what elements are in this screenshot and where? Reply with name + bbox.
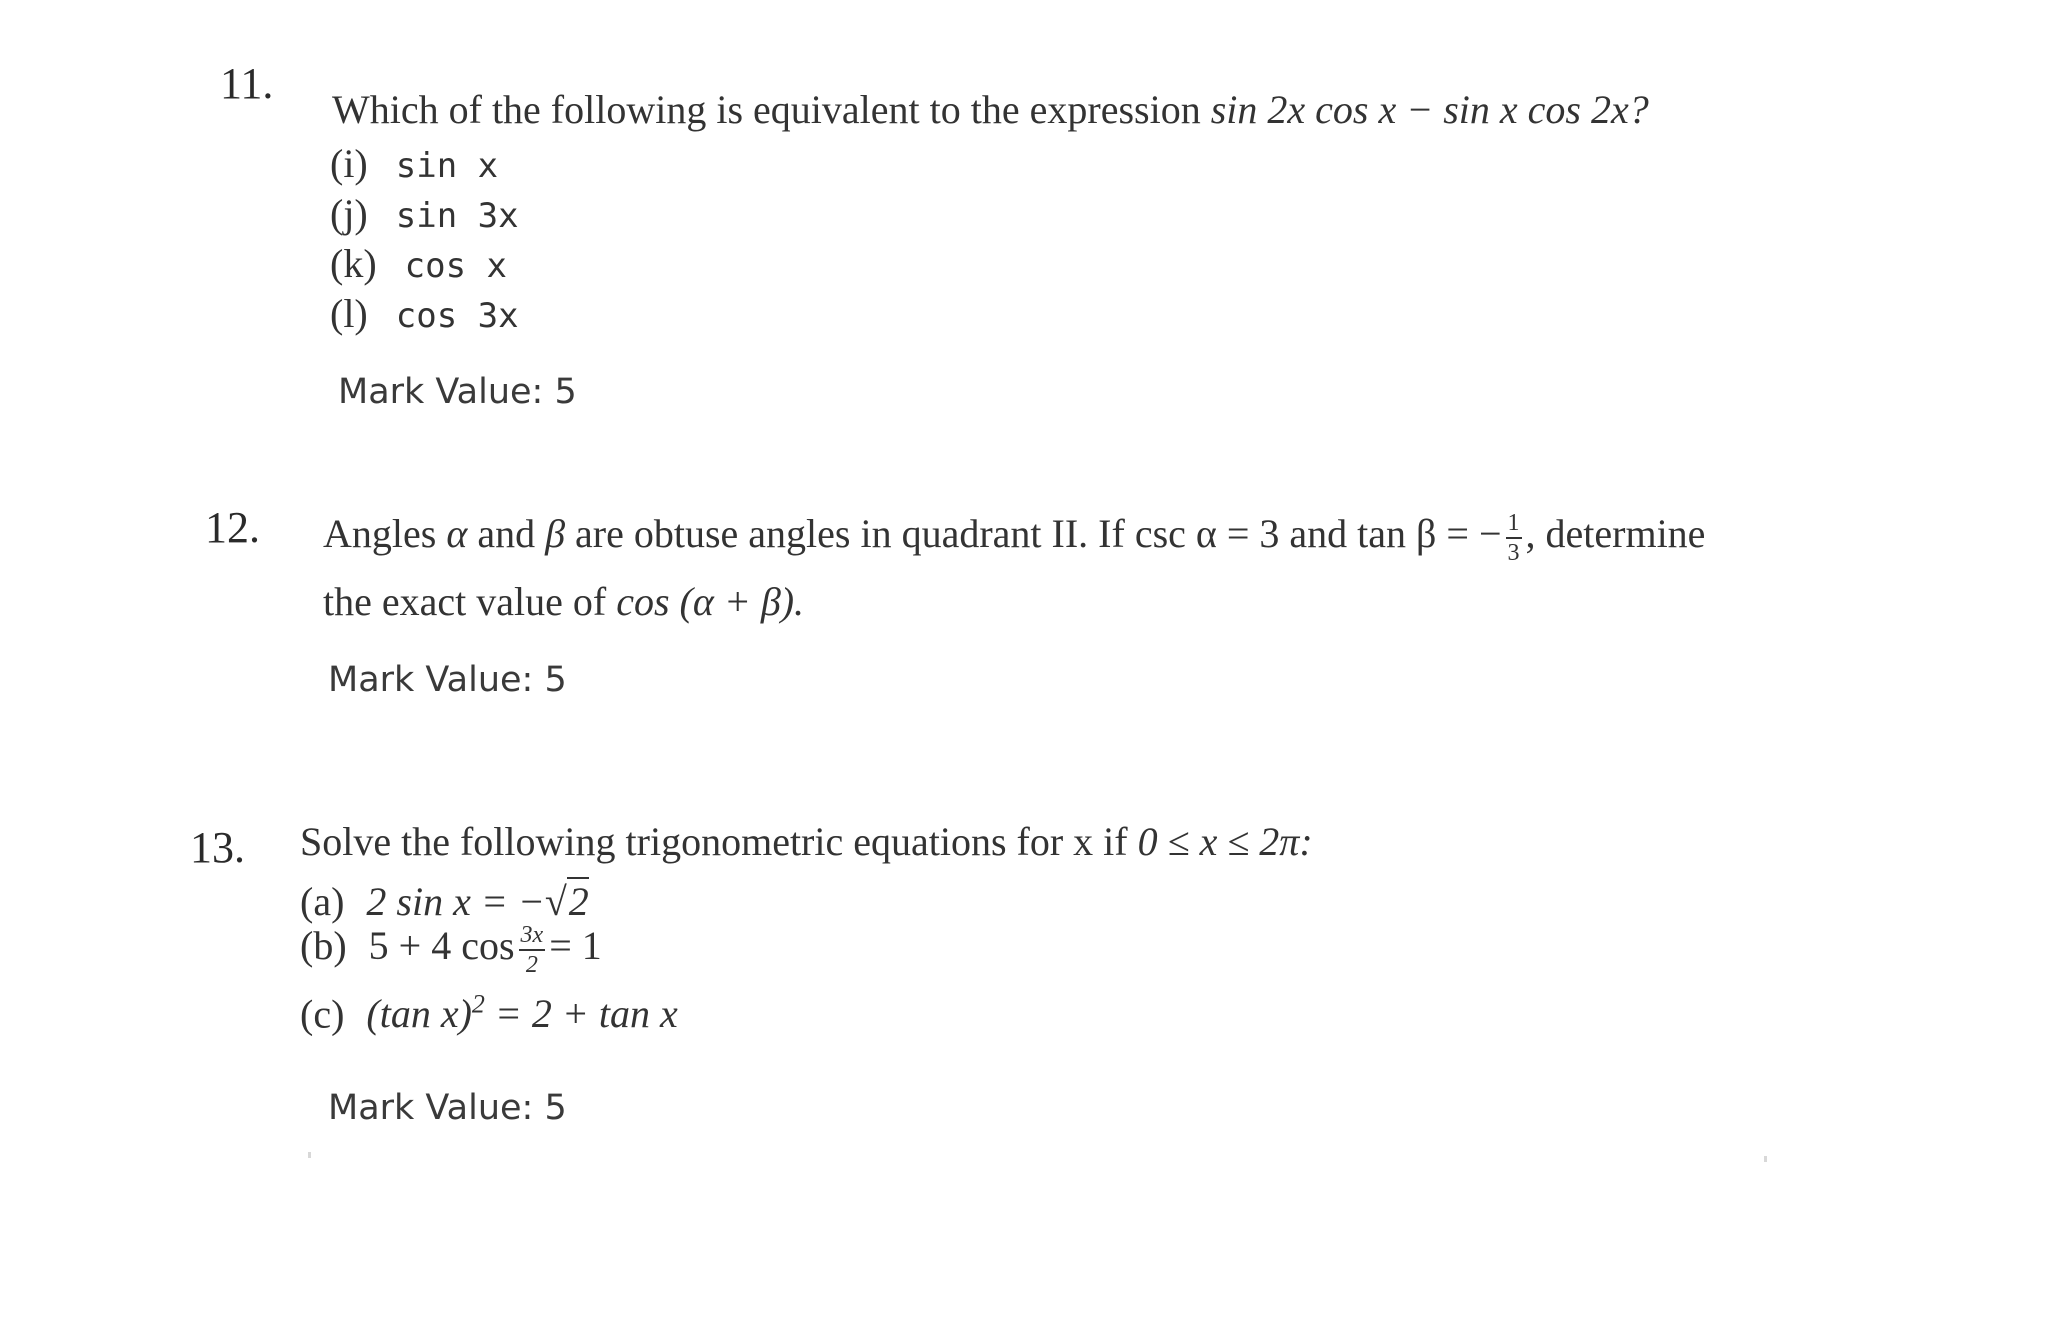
question-11-stem-text: Which of the following is equivalent to the expression — [332, 87, 1211, 132]
question-13-part-b — [300, 922, 602, 977]
q12-text-5: , determine — [1525, 511, 1706, 556]
part-c-rhs: = 2 + tan x — [484, 991, 678, 1037]
question-11-option-k — [330, 240, 507, 287]
option-math: cos x — [404, 246, 507, 286]
question-11-expression: sin 2x cos x − sin x cos 2x? — [1210, 87, 1649, 132]
one-third-fraction — [1506, 511, 1522, 565]
part-label: (c) — [300, 991, 345, 1037]
part-a-lhs: 2 sin x = − — [366, 879, 545, 924]
scan-speck — [1764, 1156, 1767, 1162]
option-math: cos 3x — [395, 296, 519, 336]
fraction-numerator: 3x — [519, 923, 546, 951]
q12-text-3: are obtuse angles in quadrant II. If — [565, 511, 1135, 556]
question-13-part-c — [300, 990, 678, 1037]
q12-text-2: and — [467, 511, 546, 556]
fraction-denominator: 2 — [525, 951, 538, 978]
question-11-option-l — [330, 290, 519, 337]
part-b-lhs: 5 + 4 cos — [368, 923, 515, 968]
option-label: (i) — [330, 141, 368, 186]
question-11-stem — [332, 86, 1649, 133]
fraction-numerator: 1 — [1506, 511, 1522, 539]
q12-text-1: Angles — [323, 511, 447, 556]
option-math: sin x — [395, 146, 499, 186]
alpha-symbol: α — [446, 511, 468, 556]
tan-beta-expression: tan β = − — [1357, 511, 1502, 556]
q12-text-4: and — [1279, 511, 1358, 556]
part-label: (a) — [300, 879, 345, 924]
question-13-part-a — [300, 878, 589, 925]
sqrt-argument: 2 — [568, 879, 589, 924]
part-c-equation — [366, 991, 677, 1036]
question-13-mark-value: Mark Value: 5 — [328, 1088, 567, 1128]
part-b-rhs: = 1 — [549, 923, 602, 968]
option-math: sin 3x — [395, 196, 519, 236]
sqrt-symbol: √ — [544, 879, 567, 924]
option-label: (j) — [330, 191, 368, 236]
fraction-denominator: 3 — [1507, 539, 1520, 566]
question-11-mark-value: Mark Value: 5 — [338, 372, 577, 412]
part-label: (b) — [300, 923, 347, 968]
option-label: (l) — [330, 291, 368, 336]
option-label: (k) — [330, 241, 377, 286]
beta-symbol: β — [545, 511, 566, 556]
question-13-number: 13. — [190, 823, 245, 872]
part-a-equation — [366, 879, 588, 924]
q12-line2-text: the exact value of — [323, 579, 617, 624]
question-13-stem-text: Solve the following trigonometric equations for x if — [300, 819, 1138, 864]
part-b-equation — [368, 921, 602, 978]
question-11-number: 11. — [220, 59, 274, 108]
question-11-option-i — [330, 140, 498, 187]
question-11-option-j — [330, 190, 519, 237]
three-x-over-two-fraction — [519, 923, 546, 977]
question-13-stem — [300, 818, 1313, 865]
csc-alpha-expression: csc α = 3 — [1134, 511, 1280, 556]
question-12-mark-value: Mark Value: 5 — [328, 660, 567, 700]
question-12-number: 12. — [205, 503, 260, 552]
part-c-lhs: (tan x) — [366, 991, 472, 1037]
question-12-line-1 — [323, 510, 1705, 565]
question-12-line-2 — [323, 578, 804, 625]
scan-speck — [308, 1152, 311, 1158]
cos-alpha-plus-beta: cos (α + β). — [616, 579, 805, 624]
part-c-exponent: 2 — [471, 990, 485, 1019]
question-13-range: 0 ≤ x ≤ 2π: — [1137, 819, 1313, 864]
